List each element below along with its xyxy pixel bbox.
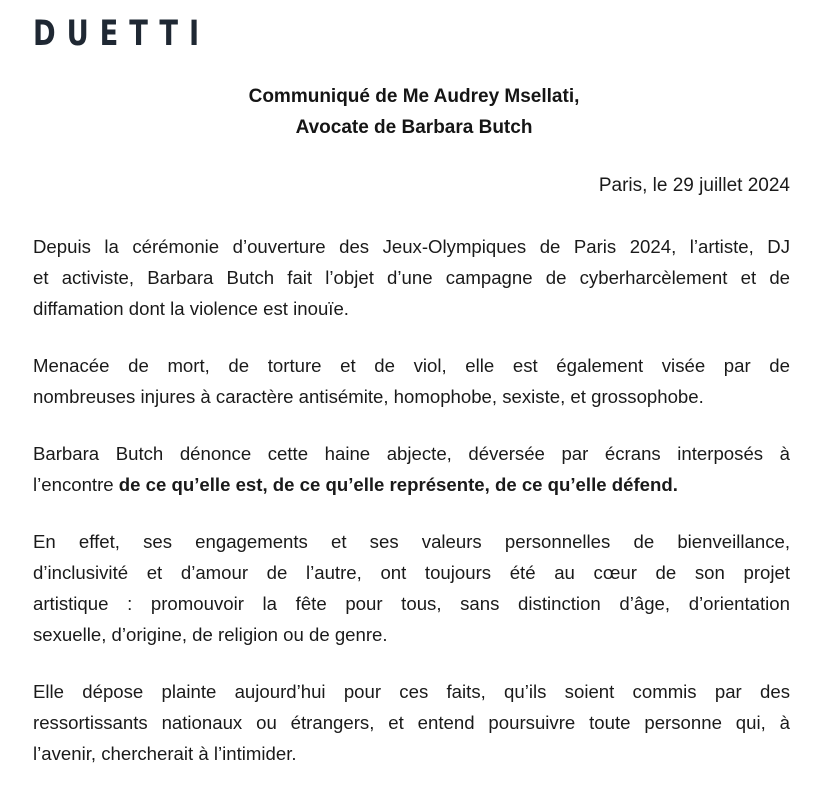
text-line: Barbara Butch dénonce cette haine abjecte, déversée par écrans interposés à	[33, 443, 790, 464]
text-line: En effet, ses engagements et ses valeurs personnelles de bienveillance,	[33, 531, 790, 552]
paragraph-1	[33, 231, 790, 324]
text-line: Elle dépose plainte aujourd’hui pour ces faits, qu’ils soient commis par des	[33, 681, 790, 702]
date-line: Paris, le 29 juillet 2024	[598, 175, 790, 196]
text-line: diffamation dont la violence est inouïe.	[33, 298, 349, 319]
text-line: ressortissants nationaux ou étrangers, et entend poursuivre toute personne qui, à	[33, 712, 790, 733]
text-line: Menacée de mort, de torture et de viol, elle est également visée par de	[33, 355, 790, 376]
communique-title	[0, 81, 828, 143]
title-line-2: Avocate de Barbara Butch	[295, 117, 533, 138]
duetti-logo: DUETTI	[33, 14, 211, 54]
text-prefix: l’encontre	[33, 474, 119, 495]
paragraph-2	[33, 350, 790, 412]
communique-body	[33, 231, 790, 795]
text-line: et activiste, Barbara Butch fait l’objet d’une campagne de cyberharcèlement et de	[33, 267, 790, 288]
text-line: d’inclusivité et d’amour de l’autre, ont toujours été au cœur de son projet	[33, 562, 790, 583]
text-line: artistique : promouvoir la fête pour tous, sans distinction d’âge, d’orientation	[33, 593, 790, 614]
text-line: sexuelle, d’origine, de religion ou de genre.	[33, 624, 388, 645]
text-line: l’avenir, chercherait à l’intimider.	[33, 743, 297, 764]
text-suffix: .	[672, 474, 678, 495]
text-line-with-emphasis	[33, 469, 790, 500]
title-line-1: Communiqué de Me Audrey Msellati,	[248, 86, 580, 107]
paragraph-5	[33, 676, 790, 769]
paragraph-4	[33, 526, 790, 650]
text-line: Depuis la cérémonie d’ouverture des Jeux-Olympiques de Paris 2024, l’artiste, DJ	[33, 236, 790, 257]
paragraph-3	[33, 438, 790, 500]
emphasized-text: de ce qu’elle est, de ce qu’elle représente, de ce qu’elle défend	[118, 474, 673, 495]
text-line: nombreuses injures à caractère antisémite, homophobe, sexiste, et grossophobe.	[33, 386, 704, 407]
